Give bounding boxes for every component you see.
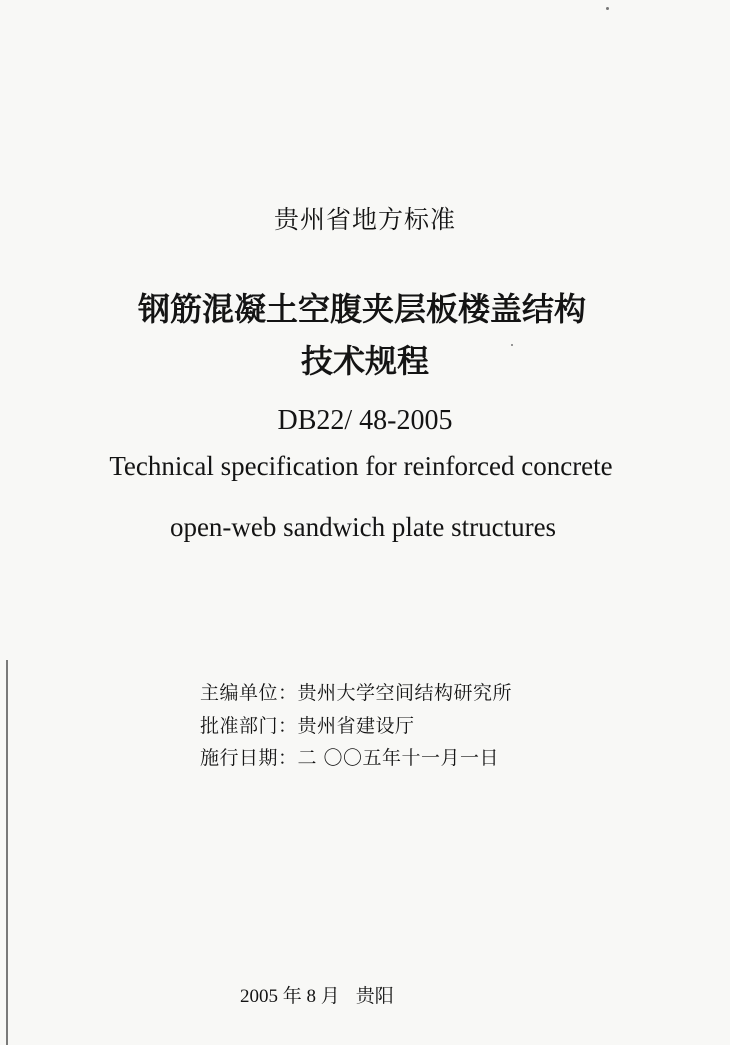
publication-place: 贵阳 [355, 986, 394, 1007]
approver-value: 贵州省建设厅 [297, 715, 415, 737]
effective-date-row [200, 743, 499, 770]
title-line-1: 钢筋混凝土空腹夹层板楼盖结构 [137, 290, 586, 328]
effective-date-value: 二 〇〇五年十一月一日 [297, 747, 500, 769]
english-title-line-1: Technical specification for reinforced concrete [109, 451, 613, 481]
scan-speck [606, 7, 609, 10]
effective-date-label: 施行日期： [200, 747, 298, 769]
publication-footer [240, 981, 394, 1008]
editor-row [200, 678, 512, 705]
editor-label: 主编单位： [200, 682, 298, 704]
standard-type: 贵州省地方标准 [273, 205, 456, 234]
scan-edge-line [6, 660, 8, 1045]
approver-row [200, 711, 415, 738]
title-line-2: 技术规程 [300, 342, 429, 380]
standard-code: DB22/ 48-2005 [277, 405, 453, 436]
english-title-line-2: open-web sandwich plate structures [169, 512, 557, 542]
publication-date: 2005 年 8 月 [240, 986, 340, 1007]
editor-value: 贵州大学空间结构研究所 [297, 682, 513, 704]
approver-label: 批准部门： [200, 715, 298, 737]
